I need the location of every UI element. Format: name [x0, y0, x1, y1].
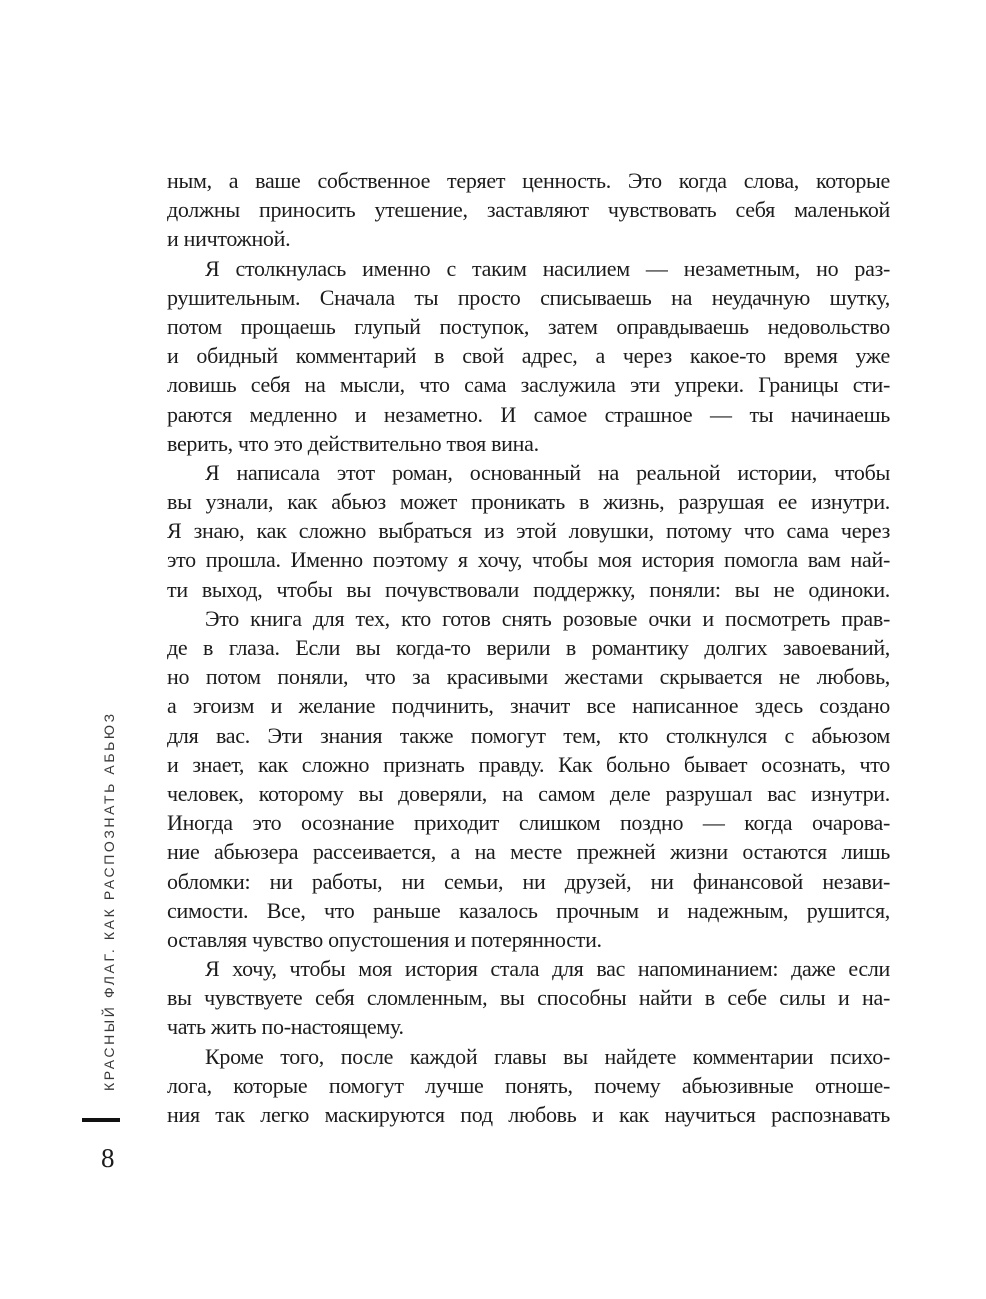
- body-line: лога, которые помогут лучше понять, почему абьюзивные отноше-: [167, 1072, 890, 1098]
- body-line: и обидный комментарий в свой адрес, а через какое-то время уже: [167, 343, 890, 369]
- body-line: вы чувствуете себя сломленным, вы способны найти в себе силы и на-: [167, 985, 890, 1011]
- body-line: вы узнали, как абьюз может проникать в жизнь, разрушая ее изнутри.: [167, 489, 890, 515]
- body-line: ным, а ваше собственное теряет ценность. Это когда слова, которые: [167, 168, 890, 193]
- body-line: обломки: ни работы, ни семьи, ни друзей, ни финансовой незави-: [167, 868, 890, 894]
- body-line: оставляя чувство опустошения и потерянности.: [167, 926, 602, 952]
- body-line: Я столкнулась именно с таким насилием — незаметным, но раз-: [205, 255, 890, 281]
- body-line: но потом поняли, что за красивыми жестами скрывается не любовь,: [167, 664, 890, 690]
- page-number: 8: [101, 1143, 115, 1173]
- body-line: ти выход, чтобы вы почувствовали поддержку, поняли: вы не одиноки.: [167, 576, 890, 602]
- body-line: и ничтожной.: [167, 226, 291, 252]
- running-title-vertical: КРАСНЫЙ ФЛАГ. КАК РАСПОЗНАТЬ АБЬЮЗ: [101, 711, 117, 1091]
- body-line: рушительным. Сначала ты просто списываешь на неудачную шутку,: [167, 284, 890, 310]
- body-line: потом прощаешь глупый поступок, затем оправдываешь недовольство: [167, 313, 890, 339]
- body-line: ловишь себя на мысли, что сама заслужила эти упреки. Границы сти-: [167, 372, 890, 398]
- body-line: Иногда это осознание приходит слишком поздно — когда очарова-: [167, 810, 890, 836]
- body-line: симости. Все, что раньше казалось прочным и надежным, рушится,: [167, 897, 890, 923]
- body-text-block: [167, 166, 890, 1129]
- body-line: для вас. Эти знания также помогут тем, кто столкнулся с абьюзом: [167, 722, 890, 748]
- body-line: человек, которому вы доверяли, на самом деле разрушал вас изнутри.: [167, 780, 890, 806]
- body-line: Я написала этот роман, основанный на реальной истории, чтобы: [205, 459, 890, 485]
- body-line: Это книга для тех, кто готов снять розовые очки и посмотреть прав-: [205, 605, 890, 631]
- body-line: и знает, как сложно признать правду. Как больно бывает осознать, что: [167, 751, 890, 777]
- body-line: Я хочу, чтобы моя история стала для вас напоминанием: даже если: [205, 956, 890, 982]
- body-line: ния так легко маскируются под любовь и как научиться распознавать: [167, 1102, 890, 1127]
- body-line: а эгоизм и желание подчинить, значит все написанное здесь создано: [167, 693, 890, 719]
- body-line: де в глаза. Если вы когда-то верили в романтику долгих завоеваний,: [167, 635, 890, 660]
- body-line: это прошла. Именно поэтому я хочу, чтобы моя история помогла вам най-: [167, 547, 890, 573]
- body-line: верить, что это действительно твоя вина.: [167, 430, 539, 456]
- footer-rule: [82, 1118, 120, 1122]
- body-line: должны приносить утешение, заставляют чувствовать себя маленькой: [167, 197, 890, 223]
- body-line: Я знаю, как сложно выбраться из этой ловушки, потому что сама через: [167, 518, 890, 544]
- body-line: ние абьюзера рассеивается, а на месте прежней жизни остаются лишь: [167, 839, 890, 865]
- body-line: чать жить по-настоящему.: [167, 1014, 404, 1040]
- body-line: Кроме того, после каждой главы вы найдете комментарии психо-: [205, 1043, 890, 1069]
- body-line: раются медленно и незаметно. И самое страшное — ты начинаешь: [167, 401, 890, 427]
